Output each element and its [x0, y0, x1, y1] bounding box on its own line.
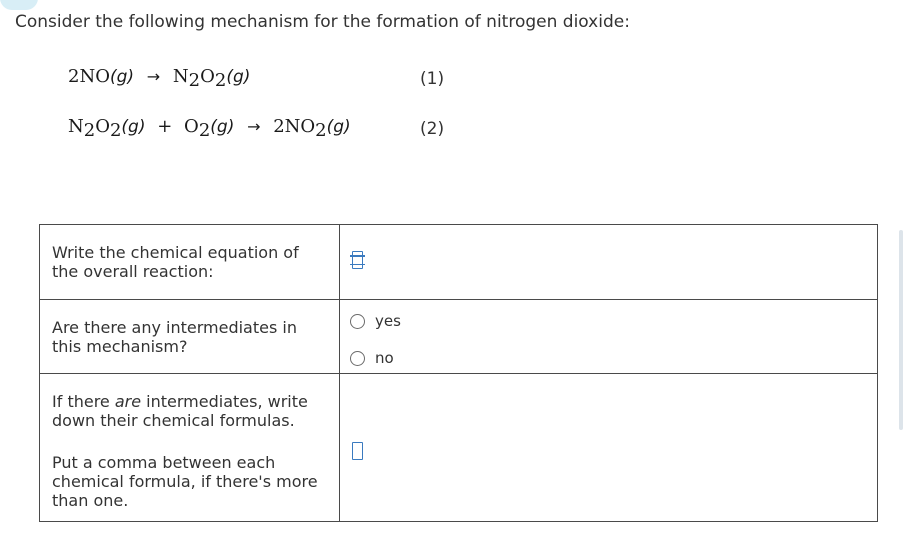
subscript: 2	[83, 120, 96, 141]
element: N	[68, 116, 84, 137]
radio-yes[interactable]	[350, 314, 365, 329]
reaction-arrow: →	[146, 67, 161, 86]
side-scroll-accent[interactable]	[899, 230, 903, 430]
radio-label-no[interactable]: no	[375, 349, 394, 367]
prompt-cell	[40, 300, 340, 374]
state: (g)	[121, 117, 146, 137]
coefficient: 2	[68, 66, 80, 87]
step-number-1: (1)	[420, 69, 445, 89]
prompt-emphasis: are	[114, 392, 142, 411]
prompt-cell	[40, 225, 340, 300]
table-row	[40, 225, 878, 300]
question-text: Consider the following mechanism for the formation of nitrogen dioxide:	[15, 12, 630, 32]
intermediates-input[interactable]	[352, 442, 363, 460]
intermediates-prompt: Are there any intermediates in this mechanism?	[52, 318, 297, 356]
state: (g)	[226, 67, 251, 87]
radio-option-no[interactable]	[340, 349, 877, 367]
state: (g)	[109, 67, 135, 87]
element: O	[95, 116, 110, 137]
step-number-2: (2)	[420, 119, 445, 139]
subscript: 2	[198, 120, 211, 141]
corner-tab[interactable]	[0, 0, 38, 10]
element: O	[184, 116, 199, 137]
mechanism-step-1	[68, 66, 251, 91]
prompt-part: intermediates, write down their chemical formulas.	[52, 392, 308, 430]
subscript: 2	[214, 70, 227, 91]
element: O	[200, 66, 215, 87]
reaction-arrow: →	[247, 117, 261, 136]
answer-cell	[340, 300, 878, 374]
table-row	[40, 374, 878, 522]
intermediates-list-prompt	[40, 374, 339, 430]
table-row	[40, 300, 878, 374]
prompt-cell	[40, 374, 340, 522]
comma-note: Put a comma between each chemical formula, if there's more than one.	[52, 453, 318, 510]
species: NO	[79, 66, 110, 87]
subscript: 2	[109, 120, 122, 141]
prompt-part: If there	[52, 392, 115, 411]
chemical-equation-input[interactable]	[352, 251, 363, 269]
question-table	[39, 224, 878, 522]
radio-no[interactable]	[350, 351, 365, 366]
overall-prompt: Write the chemical equation of the overall reaction:	[52, 243, 299, 281]
radio-option-yes[interactable]	[340, 312, 877, 330]
plus-sign: +	[157, 116, 173, 137]
element: N	[172, 66, 189, 87]
answer-cell	[340, 374, 878, 522]
answer-cell	[340, 225, 878, 300]
coefficient: 2	[273, 116, 285, 137]
state: (g)	[210, 117, 235, 137]
subscript: 2	[188, 70, 201, 91]
subscript: 2	[315, 120, 327, 141]
radio-label-yes[interactable]: yes	[375, 312, 401, 330]
mechanism-step-2	[68, 116, 351, 141]
species: NO	[284, 116, 316, 137]
state: (g)	[326, 117, 351, 137]
